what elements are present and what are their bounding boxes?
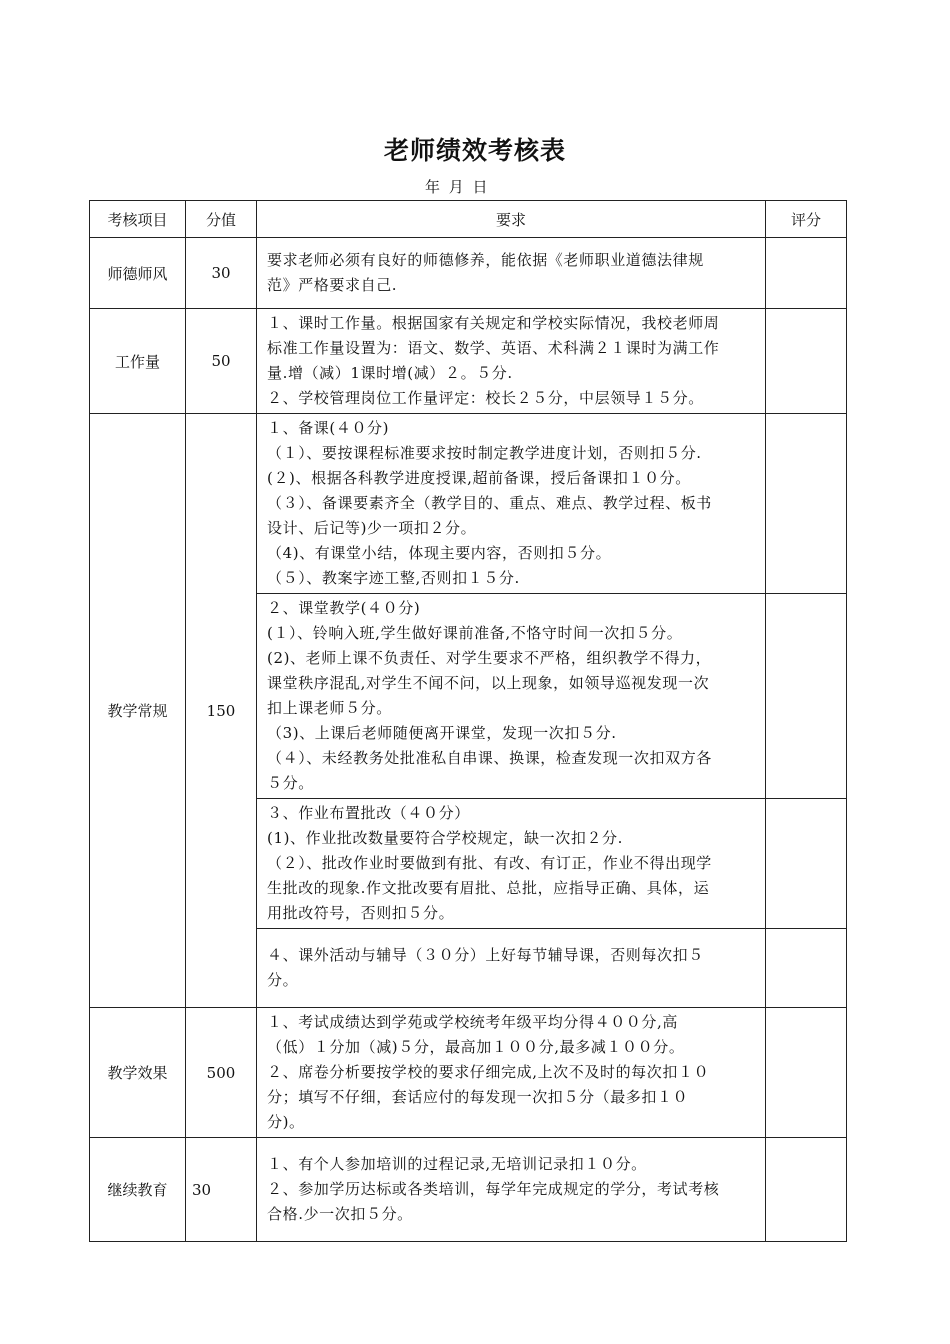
- row-score: 30: [186, 1138, 257, 1242]
- requirement-line: （５）、教案字迹工整,否则扣１５分.: [267, 569, 520, 587]
- rating-cell[interactable]: [766, 1138, 847, 1242]
- table-header-row: [90, 201, 847, 238]
- row-score: 150: [186, 414, 257, 1008]
- requirement-line: 合格.少一次扣５分。: [267, 1205, 413, 1223]
- rating-cell[interactable]: [766, 929, 847, 1008]
- requirement-cell: [257, 799, 766, 929]
- requirement-line: 用批改符号，否则扣５分。: [267, 904, 455, 922]
- row-score: 50: [186, 309, 257, 414]
- row-item-workload: 工作量: [90, 309, 186, 414]
- requirement-line: （１）、要按课程标准要求按时制定教学进度计划，否则扣５分.: [267, 444, 702, 462]
- rating-cell[interactable]: [766, 1008, 847, 1138]
- requirement-line: 设计、后记等)少一项扣２分。: [267, 519, 477, 537]
- table-row: [90, 1008, 847, 1138]
- requirement-line: （３）、备课要素齐全（教学目的、重点、难点、教学过程、板书: [267, 494, 712, 512]
- assessment-table: [89, 200, 847, 1242]
- requirement-cell: [257, 1138, 766, 1242]
- requirement-cell: [257, 414, 766, 594]
- requirement-line: (１）、铃响入班,学生做好课前准备,不恪守时间一次扣５分。: [267, 624, 683, 642]
- requirement-line: 扣上课老师５分。: [267, 699, 392, 717]
- requirement-cell: [257, 238, 766, 309]
- table-row: [90, 309, 847, 414]
- requirement-line: 分。: [267, 971, 299, 989]
- requirement-line: （4)、有课堂小结，体现主要内容，否则扣５分。: [267, 544, 612, 562]
- row-item-results: 教学效果: [90, 1008, 186, 1138]
- row-item-ethics: 师德师风: [90, 238, 186, 309]
- header-score: 分值: [186, 201, 257, 238]
- requirement-line: （４）、未经教务处批准私自串课、换课，检查发现一次扣双方各: [267, 749, 712, 767]
- requirement-line: 分；填写不仔细，套话应付的每发现一次扣５分（最多扣１０: [267, 1088, 689, 1106]
- requirement-line: １、有个人参加培训的过程记录,无培训记录扣１０分。: [267, 1155, 647, 1173]
- header-rating: 评分: [766, 201, 847, 238]
- requirement-cell: [257, 1008, 766, 1138]
- rating-cell[interactable]: [766, 799, 847, 929]
- date-line: 年 月 日: [425, 178, 490, 196]
- requirement-cell: [257, 594, 766, 799]
- rating-cell[interactable]: [766, 309, 847, 414]
- requirement-line: (２)、根据各科教学进度授课,超前备课，授后备课扣１０分。: [267, 469, 691, 487]
- requirement-cell: [257, 929, 766, 1008]
- document-title: 老师绩效考核表: [383, 136, 566, 165]
- requirement-line: 范》严格要求自己.: [267, 276, 398, 294]
- row-score: 30: [186, 238, 257, 309]
- requirement-line: 课堂秩序混乱,对学生不闻不问，以上现象，如领导巡视发现一次: [267, 674, 710, 692]
- requirement-line: 生批改的现象.作文批改要有眉批、总批，应指导正确、具体，运: [267, 879, 710, 897]
- table-row: [90, 414, 847, 594]
- requirement-line: ２、课堂教学(４０分): [267, 599, 421, 617]
- requirement-cell: [257, 309, 766, 414]
- requirement-line: ４、课外活动与辅导（３０分）上好每节辅导课，否则每次扣５: [267, 946, 704, 964]
- table-row: [90, 238, 847, 309]
- row-item-routine: 教学常规: [90, 414, 186, 1008]
- requirement-line: 要求老师必须有良好的师德修养，能依据《老师职业道德法律规: [267, 251, 704, 269]
- row-score: 500: [186, 1008, 257, 1138]
- rating-cell[interactable]: [766, 414, 847, 594]
- requirement-line: １、课时工作量。根据国家有关规定和学校实际情况，我校老师周: [267, 314, 720, 332]
- requirement-line: 分)。: [267, 1113, 305, 1131]
- requirement-line: ２、席卷分析要按学校的要求仔细完成,上次不及时的每次扣１０: [267, 1063, 710, 1081]
- requirement-line: ５分。: [267, 774, 314, 792]
- requirement-line: ２、学校管理岗位工作量评定：校长２５分，中层领导１５分。: [267, 389, 704, 407]
- requirement-line: ２、参加学历达标或各类培训，每学年完成规定的学分，考试考核: [267, 1180, 720, 1198]
- requirement-line: １、考试成绩达到学苑或学校统考年级平均分得４００分,高: [267, 1013, 678, 1031]
- rating-cell[interactable]: [766, 594, 847, 799]
- header-item: 考核项目: [90, 201, 186, 238]
- requirement-line: （低）１分加（减)５分，最高加１００分,最多减１００分。: [267, 1038, 685, 1056]
- requirement-line: （3)、上课后老师随便离开课堂，发现一次扣５分.: [267, 724, 617, 742]
- row-item-continuing-education: 继续教育: [90, 1138, 186, 1242]
- requirement-line: (2)、老师上课不负责任、对学生要求不严格，组织教学不得力，: [267, 649, 712, 667]
- requirement-line: １、备课(４０分): [267, 419, 390, 437]
- requirement-line: ３、作业布置批改（４０分）: [267, 804, 470, 822]
- requirement-line: (1)、作业批改数量要符合学校规定，缺一次扣２分.: [267, 829, 624, 847]
- table-row: [90, 1138, 847, 1242]
- header-requirement: 要求: [257, 201, 766, 238]
- requirement-line: 量.增（减）1课时增(减）２。５分.: [267, 364, 513, 382]
- requirement-line: （２）、批改作业时要做到有批、有改、有订正，作业不得出现学: [267, 854, 712, 872]
- requirement-line: 标准工作量设置为：语文、数学、英语、术科满２１课时为满工作: [267, 339, 720, 357]
- rating-cell[interactable]: [766, 238, 847, 309]
